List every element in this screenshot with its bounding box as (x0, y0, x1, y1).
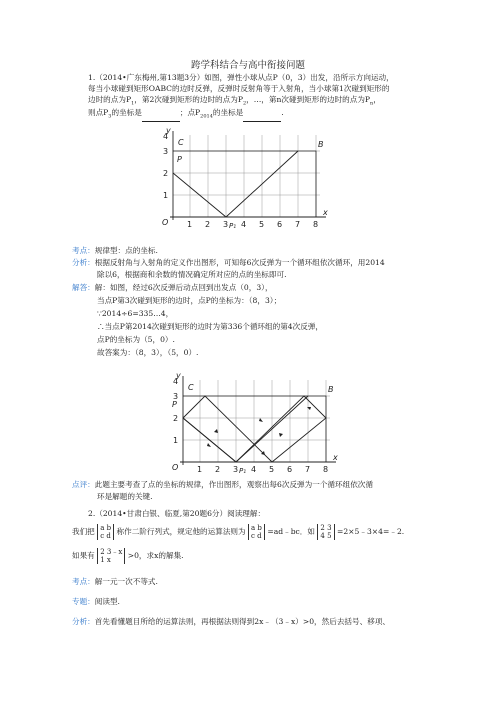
svg-text:4: 4 (251, 465, 257, 474)
svg-text:1: 1 (163, 191, 169, 200)
answer-blank-2[interactable] (243, 113, 281, 122)
label-o: O (162, 218, 169, 227)
svg-text:2: 2 (215, 465, 221, 474)
svg-text:3: 3 (163, 147, 169, 156)
svg-text:6: 6 (287, 465, 293, 474)
dianping-1-cont: 环是解题的关键. (97, 492, 153, 501)
svg-text:3: 3 (223, 220, 229, 229)
svg-text:2: 2 (163, 169, 169, 178)
problem-1-line-1: 1.（2014•广东梅州,第13题3分）如图，弹性小球从点P（0，3）出发，沿所示方向运动， (88, 73, 394, 82)
jieda-1-line: ∵2014÷6=335…4， (97, 309, 174, 318)
svg-text:P₁: P₁ (229, 222, 237, 230)
label-p: P (177, 155, 182, 164)
svg-text:4: 4 (173, 377, 179, 386)
jieda-1-line: 点P的坐标为（5，0）. (97, 335, 175, 344)
svg-text:1: 1 (173, 436, 179, 445)
svg-text:2: 2 (205, 220, 211, 229)
kaodian-1: 考点：规律型：点的坐标. (72, 246, 158, 255)
svg-text:B: B (328, 385, 334, 394)
problem-1-line-2: 每当小球碰到矩形OABC的边时反弹，反弹时反射角等于入射角，当小球第1次碰到矩形的 (88, 84, 390, 93)
svg-text:4: 4 (163, 132, 169, 141)
svg-text:7: 7 (305, 465, 311, 474)
svg-text:y: y (176, 372, 181, 380)
problem-2-line-3: 如果有 2 3﹣x 1 x >0，求x的解集. (72, 548, 184, 564)
figure-2 (170, 372, 350, 477)
figure-1 (160, 127, 330, 232)
svg-text:O: O (172, 463, 179, 472)
fenxi-1-cont: 除以6，根据商和余数的情况确定所对应的点的坐标即可. (97, 270, 287, 279)
fenxi-2: 分析：首先看懂题目所给的运算法则，再根据法则得到2x﹣（3﹣x）>0，然后去括号、移项、 (72, 617, 390, 626)
svg-text:8: 8 (323, 465, 329, 474)
svg-text:1: 1 (187, 220, 193, 229)
label-x: x (323, 208, 328, 217)
svg-text:6: 6 (277, 220, 283, 229)
svg-text:5: 5 (269, 465, 275, 474)
svg-text:1: 1 (197, 465, 203, 474)
problem-2-title: 2.（2014•甘肃白银、临夏,第20题6分）阅读理解： (88, 509, 266, 518)
svg-text:3: 3 (173, 392, 179, 401)
jieda-1-line: 故答案为：（8，3），（5，0）. (97, 348, 199, 357)
problem-2-line-2: 我们把 a b c d 称作二阶行列式，规定他的运算法则为 a b c d =ad﹣bc．如 2 3 4 5 =2×5﹣3×4=﹣2. (72, 524, 405, 540)
svg-text:7: 7 (295, 220, 301, 229)
kaodian-2: 考点：解一元一次不等式. (72, 577, 158, 586)
problem-1-line-4: 则点$P_3$的坐标是 ；点$P_{2014}$的坐标是 . (88, 108, 284, 120)
jieda-1-line: 当点P第3次碰到矩形的边时，点P的坐标为：（8，3）； (97, 296, 282, 305)
svg-text:P: P (172, 400, 177, 409)
dianping-1: 点评：此题主要考查了点的坐标的规律，作出图形，观察出每6次反弹为一个循环组依次循 (72, 480, 373, 489)
svg-text:8: 8 (313, 220, 319, 229)
svg-text:C: C (188, 383, 194, 392)
answer-blank-1[interactable] (142, 113, 180, 122)
jieda-1-line: ∴当点P第2014次碰到矩形的边时为第336个循环组的第4次反弹， (97, 322, 324, 331)
svg-text:P₁: P₁ (239, 467, 247, 475)
jieda-1: 解答：解：如图，经过6次反弹后动点回到出发点（0，3）， (72, 283, 273, 292)
svg-text:2: 2 (173, 414, 179, 423)
fenxi-1: 分析：根据反射角与入射角的定义作出图形，可知每6次反弹为一个循环组依次循环，用2014 (72, 258, 385, 267)
zhuanti-2: 专题：阅读型. (72, 597, 120, 606)
label-c: C (178, 138, 184, 147)
problem-1-line-3: 边时的点为$P_1$，第2次碰到矩形的边时的点为$P_2$，…，第n次碰到矩形的边时的点为$P_n$， (88, 95, 381, 107)
svg-text:3: 3 (233, 465, 239, 474)
svg-text:5: 5 (259, 220, 265, 229)
document-title: 跨学科结合与高中衔接问题 (190, 60, 305, 71)
svg-text:4: 4 (241, 220, 247, 229)
label-b: B (318, 140, 324, 149)
svg-text:x: x (333, 453, 338, 462)
label-y: y (166, 127, 171, 135)
